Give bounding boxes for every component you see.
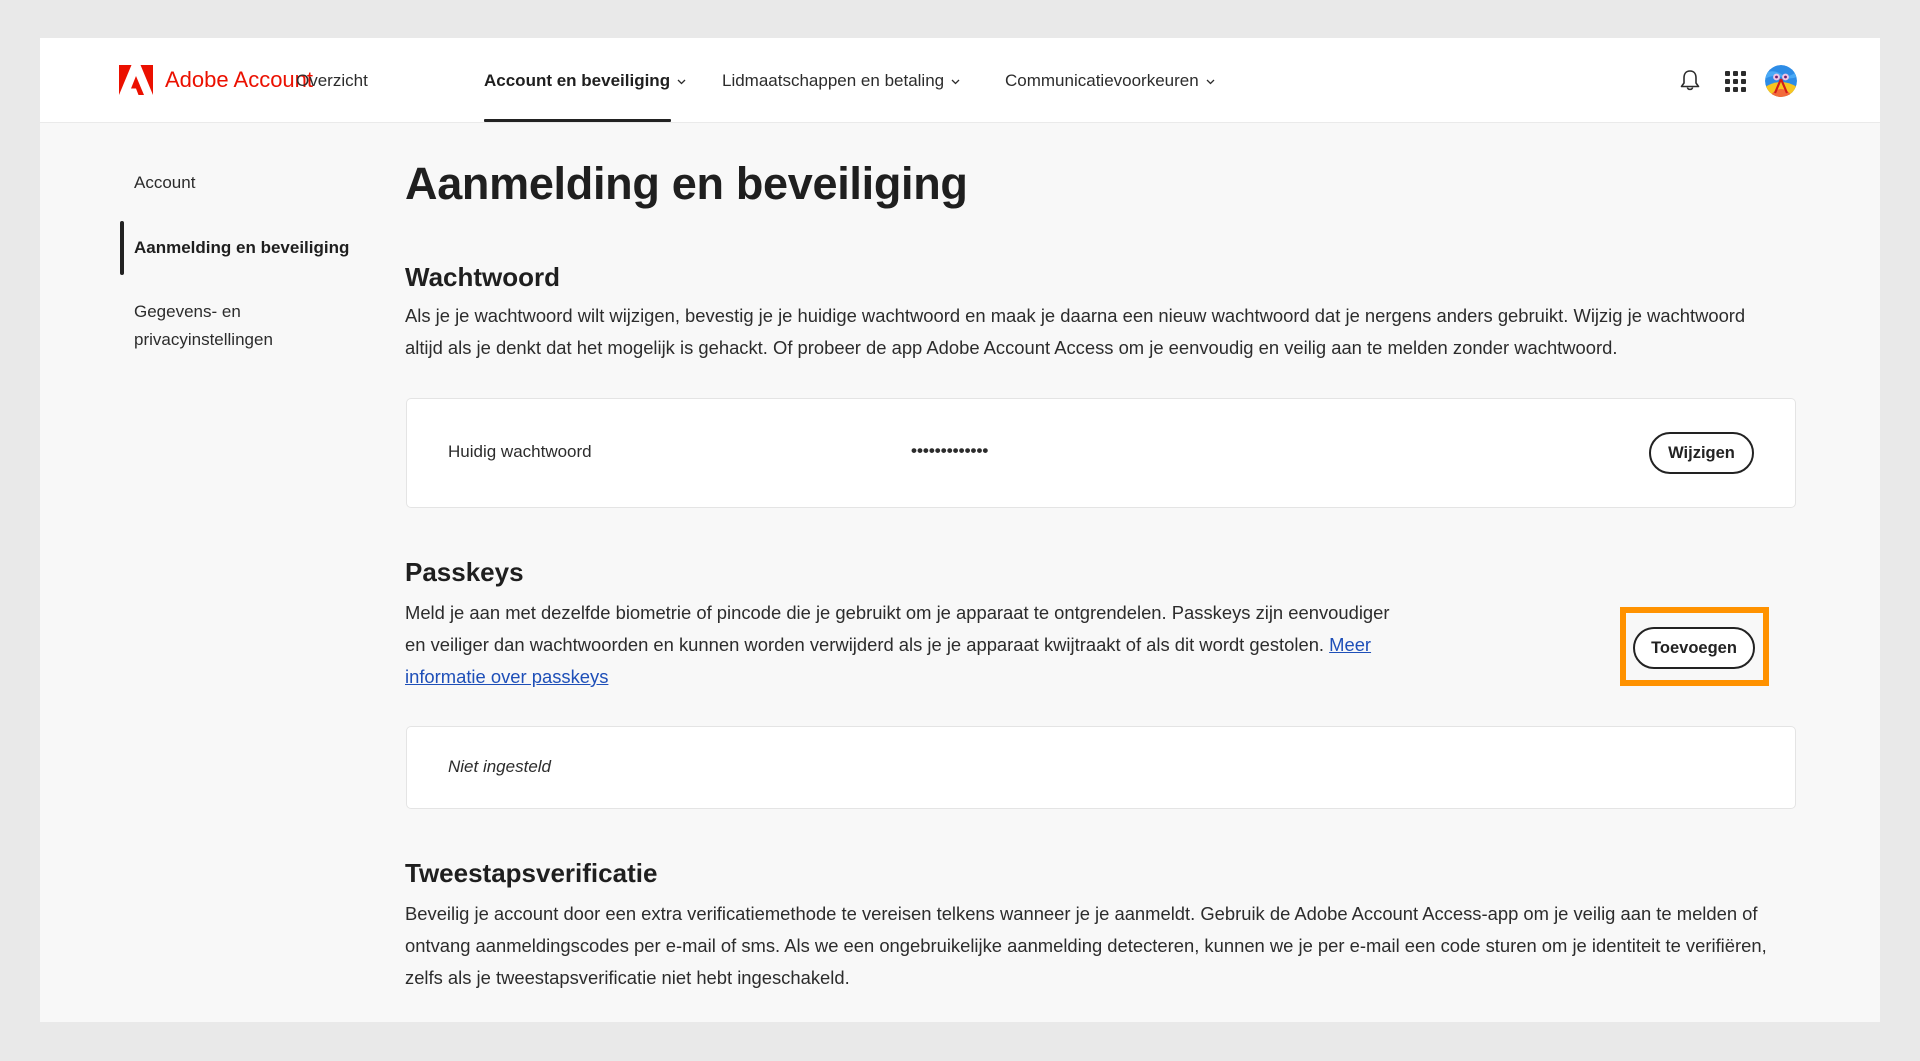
nav-account-en-beveiliging[interactable]: [484, 64, 687, 98]
description-line: altijd als je denkt dat het mogelijk is gehackt. Of probeer de app Adobe Account Access om je eenvoudig en veilig aan te melden zonder wachtwoord.: [405, 337, 1618, 358]
current-password-masked: •••••••••••••: [911, 441, 989, 460]
passkeys-status: Niet ingesteld: [448, 757, 552, 776]
two-step-description: [405, 898, 1767, 994]
password-description: [405, 300, 1745, 364]
nav-label: Account en beveiliging: [484, 71, 671, 90]
adobe-account-logo[interactable]: [119, 65, 313, 95]
bell-icon[interactable]: [1679, 69, 1701, 93]
sidebar-item-account[interactable]: [134, 169, 195, 197]
app-grid-icon[interactable]: [1725, 71, 1746, 92]
nav-lidmaatschappen-en-betaling[interactable]: [722, 64, 961, 98]
sidebar-active-indicator: [120, 221, 124, 275]
description-line: [405, 661, 1465, 693]
nav-label: Communicatievoorkeuren: [1005, 71, 1199, 90]
change-password-button[interactable]: Wijzigen: [1649, 432, 1754, 474]
add-passkey-button[interactable]: Toevoegen: [1633, 627, 1755, 669]
learn-more-passkeys-link[interactable]: informatie over passkeys: [405, 666, 609, 687]
chevron-down-icon: [1205, 76, 1216, 87]
passkeys-heading: Passkeys: [405, 557, 524, 587]
page-title: Aanmelding en beveiliging: [405, 158, 968, 209]
sidebar-item-label: privacyinstellingen: [134, 330, 273, 349]
browser-page: [40, 38, 1880, 1022]
description-line: ontvang aanmeldingscodes per e-mail of sms. Als we een ongebruikelijke aanmelding detecteren, kunnen we je per e-mail een code sturen om je identiteit te verifiëren,: [405, 935, 1767, 956]
description-line: Meld je aan met dezelfde biometrie of pincode die je gebruikt om je apparaat te ontgrendelen. Passkeys zijn eenvoudiger: [405, 602, 1390, 623]
nav-communicatievoorkeuren[interactable]: [1005, 64, 1216, 98]
current-password-label: Huidig wachtwoord: [448, 442, 592, 461]
description-line: Als je je wachtwoord wilt wijzigen, bevestig je je huidige wachtwoord en maak je daarna een nieuw wachtwoord dat je nergens anders gebruikt. Wijzig je wachtwoord: [405, 305, 1746, 326]
top-navigation: [40, 38, 1880, 123]
sidebar-item-label: Aanmelding en beveiliging: [134, 238, 350, 257]
sidebar-item-aanmelding-en-beveiliging[interactable]: [134, 234, 349, 262]
two-step-heading: Tweestapsverificatie: [405, 858, 658, 888]
passkeys-description: [405, 597, 1465, 693]
sidebar-item-label: Gegevens- en: [134, 302, 241, 321]
description-line: Beveilig je account door een extra verificatiemethode te vereisen telkens wanneer je je aanmeldt. Gebruik de Adobe Account Access-app om je veilig aan te melden of: [405, 903, 1758, 924]
description-text: en veiliger dan wachtwoorden en kunnen worden verwijderd als je je apparaat kwijtraakt of als dit wordt gestolen.: [405, 634, 1330, 655]
current-password-card: [406, 398, 1796, 508]
password-heading: Wachtwoord: [405, 262, 561, 292]
chevron-down-icon: [950, 76, 961, 87]
passkeys-status-card: [406, 726, 1796, 809]
user-avatar[interactable]: [1765, 65, 1797, 97]
learn-more-passkeys-link[interactable]: Meer: [1329, 634, 1372, 655]
nav-label: Overzicht: [296, 71, 368, 90]
nav-overzicht[interactable]: [296, 64, 368, 98]
chevron-down-icon: [676, 76, 687, 87]
sidebar-item-gegevens-en-privacyinstellingen[interactable]: [134, 298, 273, 354]
sidebar-item-label: Account: [134, 173, 196, 192]
adobe-logo-icon: [119, 65, 153, 95]
nav-label: Lidmaatschappen en betaling: [722, 71, 945, 90]
description-line: [405, 629, 1465, 661]
active-tab-indicator: [484, 119, 671, 122]
brand-name: Adobe Account: [165, 67, 314, 92]
description-line: zelfs als je tweestapsverificatie niet hebt ingeschakeld.: [405, 967, 850, 988]
